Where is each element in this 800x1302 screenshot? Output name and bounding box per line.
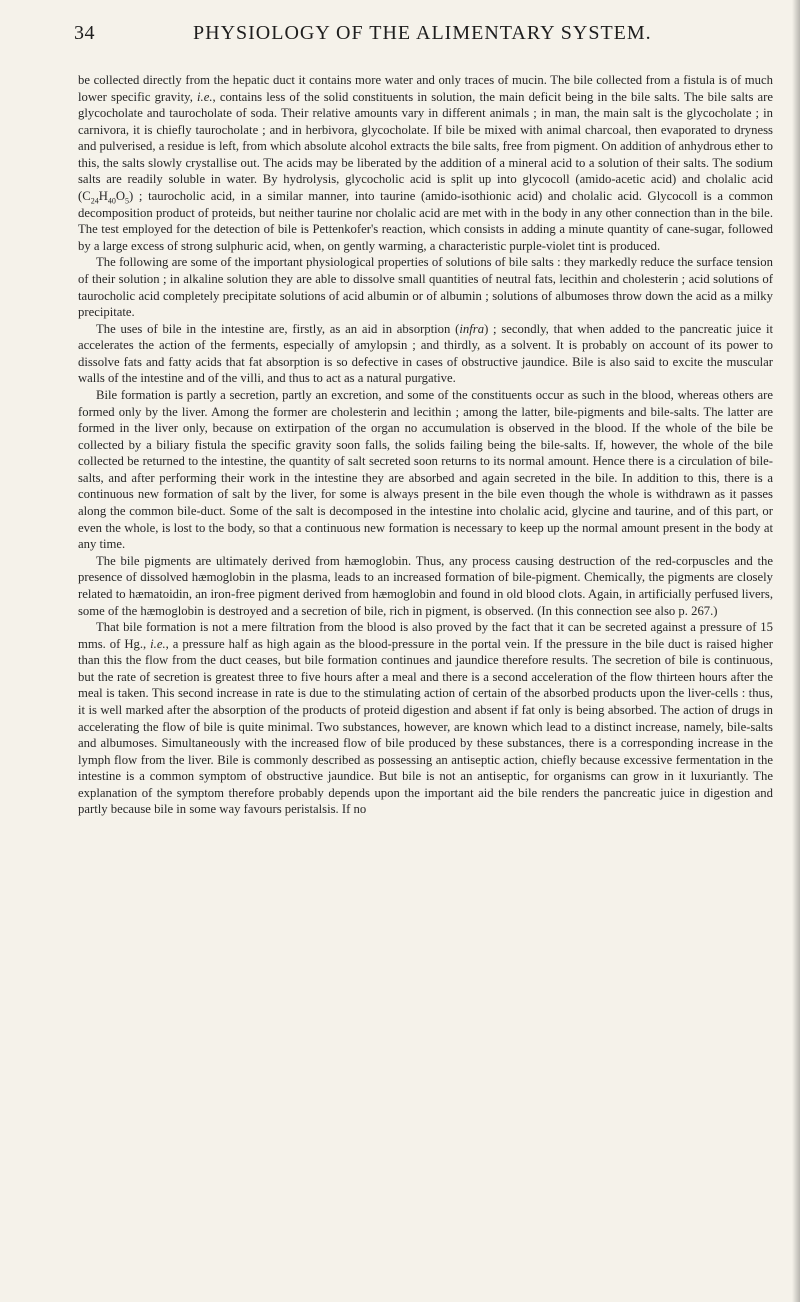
page-number: 34 <box>74 22 95 44</box>
text-run: That bile formation is not a mere filtration from the blood is also proved by the fact that it can be secreted against a pressure of 15 mms. of Hg., <box>78 620 773 651</box>
paragraph <box>78 387 773 553</box>
text-run: The following are some of the important physiological properties of solutions of bile salts : they markedly reduce the surface tension of their solution ; in alkaline solution they are able to dissolve small quantities of neutral fats, lecithin and cholesterin ; acid solutions of taurocholic acid completely precipitate solutions of acid albumin or of albumin ; solutions of albumoses throw down the acid as a milky precipitate. <box>78 255 773 320</box>
italic-text: i.e. <box>150 636 166 651</box>
text-run: Bile formation is partly a secretion, partly an excretion, and some of the constituents occur as such in the blood, whereas others are formed only by the liver. Among the former are cholesterin and lecithin ; among the latter, bile-pigments and bile-salts. The latter are formed in the liver only, because on extirpation of the organ no accumulation is observed in the blood. If the whole of the bile be collected by a biliary fistula the specific gravity soon falls, the solids failing being the bile-salts. If, however, the whole of the bile collected be returned to the intestine, the quantity of salt secreted soon returns to its normal amount. Hence there is a circulation of bile-salts, and after performing their work in the intestine they are absorbed and again secreted in the bile. In addition to this, there is a continuous new formation of salt by the liver, for some is always present in the bile even though the whole is withdrawn as it passes along the common bile-duct. Some of the salt is decomposed in the intestine into cholalic acid, glycine and taurine, and of this part, or even the whole, is lost to the body, so that a continuous new formation is necessary to keep up the normal amount present in the body at any time. <box>78 387 773 552</box>
text-run: , contains less of the solid constituents in solution, the main deficit being in the bile salts. The bile salts are glycocholate and taurocholate of soda. Their relative amounts vary in different animals ; in man, the main salt is the glycocholate ; in carnivora, it is chiefly taurocholate ; and in herbivora, glycocholate. If bile be mixed with animal charcoal, then evaporated to dryness and pulverised, a residue is left, from which absolute alcohol extracts the bile salts, free from pigment. On addition of anhydrous ether to this, the salts slowly crystallise out. The acids may be liberated by the addition of a mineral acid to a solution of their salts. The sodium salts are readily soluble in water. By hydrolysis, glycocholic acid is split up into glycocoll (amido-acetic acid) and cholalic acid ( <box>78 89 774 204</box>
paragraph <box>78 553 773 619</box>
italic-text: infra <box>459 321 485 336</box>
page-header <box>74 22 754 52</box>
chemical-formula: $C_{24}H_{40}O_5$ <box>82 189 130 206</box>
page-edge-shadow <box>792 0 800 1302</box>
italic-text: i.e. <box>197 89 213 104</box>
running-title: PHYSIOLOGY OF THE ALIMENTARY SYSTEM. <box>193 22 652 44</box>
body-text <box>78 72 773 818</box>
text-run: ) ; secondly, that when added to the pancreatic juice it accelerates the action of the ferments, especially of amylopsin ; and thirdly, as a solvent. It is probably on account of its power to dissolve fats and fatty acids that fat absorption is so defective in cases of obstructive jaundice. Bile is also said to excite the muscular walls of the intestine and of the villi, and thus to act as a natural purgative. <box>78 321 773 386</box>
text-run: ) ; taurocholic acid, in a similar manner, into taurine (amido-isothionic acid) and cholalic acid. Glycocoll is a common decomposition product of proteids, but neither taurine nor cholalic acid are met with in the body in any other connection than in the bile. The test employed for the detection of bile is Pettenkofer's reaction, which consists in adding a minute quantity of cane-sugar, followed by a large excess of strong sulphuric acid, when, on gently warming, a characteristic purple-violet tint is produced. <box>78 189 773 253</box>
paragraph <box>78 321 773 387</box>
text-run: The uses of bile in the intestine are, firstly, as an aid in absorption ( <box>96 321 460 336</box>
text-run: The bile pigments are ultimately derived from hæmoglobin. Thus, any process causing destruction of the red-corpuscles and the presence of dissolved hæmoglobin in the plasma, leads to an increased formation of bile-pigment. Chemically, the pigments are closely related to hæmatoidin, an iron-free pigment derived from hæmoglobin and found in old blood clots. Again, in artificially perfused livers, some of the hæmoglobin is destroyed and a secretion of bile, rich in pigment, is observed. (In this connection see also p. 267.) <box>78 553 773 618</box>
paragraph <box>78 254 773 320</box>
paragraph <box>78 72 773 254</box>
paragraph <box>78 619 773 818</box>
text-run: be collected directly from the hepatic duct it contains more water and only traces of mucin. The bile collected from a fistula is of much lower specific gravity, <box>78 73 773 104</box>
text-run: , a pressure half as high again as the blood-pressure in the portal vein. If the pressure in the bile duct is raised higher than this the flow from the duct ceases, but bile formation continues and jaundice therefore results. The secretion of bile is continuous, but the rate of secretion is greatest three to five hours after a meal and there is a second acceleration of the flow thirteen hours after the meal is taken. This second increase in rate is due to the stimulating action of certain of the absorbed products upon the liver-cells : thus, it is well marked after the absorption of the products of proteid digestion and absent if fat only is being absorbed. The action of drugs in accelerating the flow of bile is quite minimal. Two substances, however, are known which lead to a distinct increase, namely, bile-salts and albumoses. Simultaneously with the increased flow of bile produced by these substances, there is a corresponding increase in the lymph flow from the liver. Bile is commonly described as possessing an antiseptic action, chiefly because excessive fermentation in the intestine is a common symptom of obstructive jaundice. But bile is not an antiseptic, for organisms can grow in it luxuriantly. The explanation of the symptom therefore probably depends upon the important aid the bile renders the pancreatic juice in digestion and partly because bile in some way favours peristalsis. If no <box>78 636 774 817</box>
